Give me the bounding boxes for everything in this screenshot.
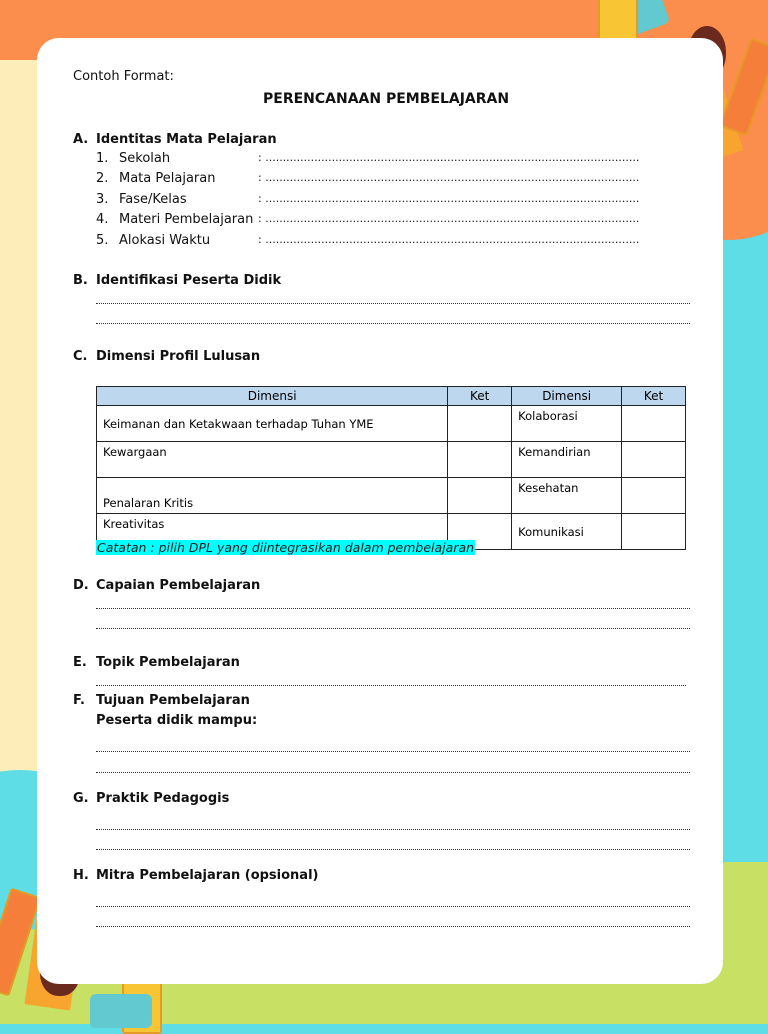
table-row (97, 478, 686, 514)
column-header: Dimensi (512, 387, 622, 406)
fill-line (96, 323, 690, 324)
document-title: PERENCANAAN PEMBELAJARAN (263, 91, 510, 107)
fill-line (96, 926, 690, 927)
ket-cell[interactable] (448, 406, 512, 442)
section-a-item-value: : ........................................................................................................... (258, 233, 640, 246)
fill-line (96, 829, 690, 830)
section-g-letter: G. (73, 791, 89, 806)
fill-line (96, 906, 690, 907)
dimension-cell: Kesehatan (512, 478, 622, 514)
section-a-item-value: : ........................................................................................................... (258, 192, 640, 205)
dimension-cell: Kolaborasi (512, 406, 622, 442)
column-header: Ket (448, 387, 512, 406)
table-row (97, 406, 686, 442)
format-label: Contoh Format: (73, 69, 174, 84)
section-h-heading: Mitra Pembelajaran (opsional) (96, 868, 319, 883)
section-h-letter: H. (73, 868, 89, 883)
ket-cell[interactable] (622, 442, 686, 478)
fill-line (96, 608, 690, 609)
section-d-letter: D. (73, 578, 89, 593)
table-header-row (97, 387, 686, 406)
dimension-cell: Kewargaan (97, 442, 448, 478)
section-b-letter: B. (73, 273, 88, 288)
section-b-heading: Identifikasi Peserta Didik (96, 273, 282, 288)
section-e-letter: E. (73, 655, 87, 670)
section-a-item-label: Alokasi Waktu (119, 233, 211, 248)
fill-line (96, 303, 690, 304)
section-a-item-label: Mata Pelajaran (119, 171, 216, 186)
ket-cell[interactable] (448, 442, 512, 478)
fill-line (96, 685, 686, 686)
column-header: Ket (622, 387, 686, 406)
section-f-letter: F. (73, 693, 85, 708)
ket-cell[interactable] (448, 478, 512, 514)
section-a-item-value: : ........................................................................................................... (258, 151, 640, 164)
dimension-cell: Komunikasi (512, 514, 622, 550)
fill-line (96, 849, 690, 850)
dimension-cell: Kemandirian (512, 442, 622, 478)
section-a-item-number: 5. (96, 233, 109, 248)
section-f-heading: Tujuan Pembelajaran (96, 693, 250, 708)
section-a-item-value: : ........................................................................................................... (258, 212, 640, 225)
ket-cell[interactable] (622, 406, 686, 442)
ket-cell[interactable] (622, 478, 686, 514)
fill-line (96, 628, 690, 629)
ket-cell[interactable] (622, 514, 686, 550)
section-a-item-label: Sekolah (119, 151, 171, 166)
column-header: Dimensi (97, 387, 448, 406)
section-a-item-number: 3. (96, 192, 109, 207)
sharpener-icon (90, 994, 152, 1028)
table-row (97, 442, 686, 478)
section-a-heading: Identitas Mata Pelajaran (96, 132, 277, 147)
dimension-table (96, 386, 686, 550)
section-a-item-label: Fase/Kelas (119, 192, 187, 207)
section-d-heading: Capaian Pembelajaran (96, 578, 261, 593)
section-a-letter: A. (73, 132, 89, 147)
dimension-cell: Keimanan dan Ketakwaan terhadap Tuhan YME (97, 406, 448, 442)
dimension-cell: Kreativitas (97, 514, 448, 550)
dimension-cell: Penalaran Kritis (97, 478, 448, 514)
fill-line (96, 751, 690, 752)
section-f-subheading: Peserta didik mampu: (96, 713, 258, 728)
section-c-heading: Dimensi Profil Lulusan (96, 349, 261, 364)
section-a-item-number: 4. (96, 212, 109, 227)
section-a-item-number: 1. (96, 151, 109, 166)
section-g-heading: Praktik Pedagogis (96, 791, 230, 806)
fill-line (96, 772, 690, 773)
section-c-letter: C. (73, 349, 88, 364)
section-a-item-label: Materi Pembelajaran (119, 212, 254, 227)
section-a-item-value: : ........................................................................................................... (258, 171, 640, 184)
section-a-item-number: 2. (96, 171, 109, 186)
section-e-heading: Topik Pembelajaran (96, 655, 240, 670)
table-note: Catatan : pilih DPL yang diintegrasikan dalam pembelajaran (97, 540, 475, 555)
